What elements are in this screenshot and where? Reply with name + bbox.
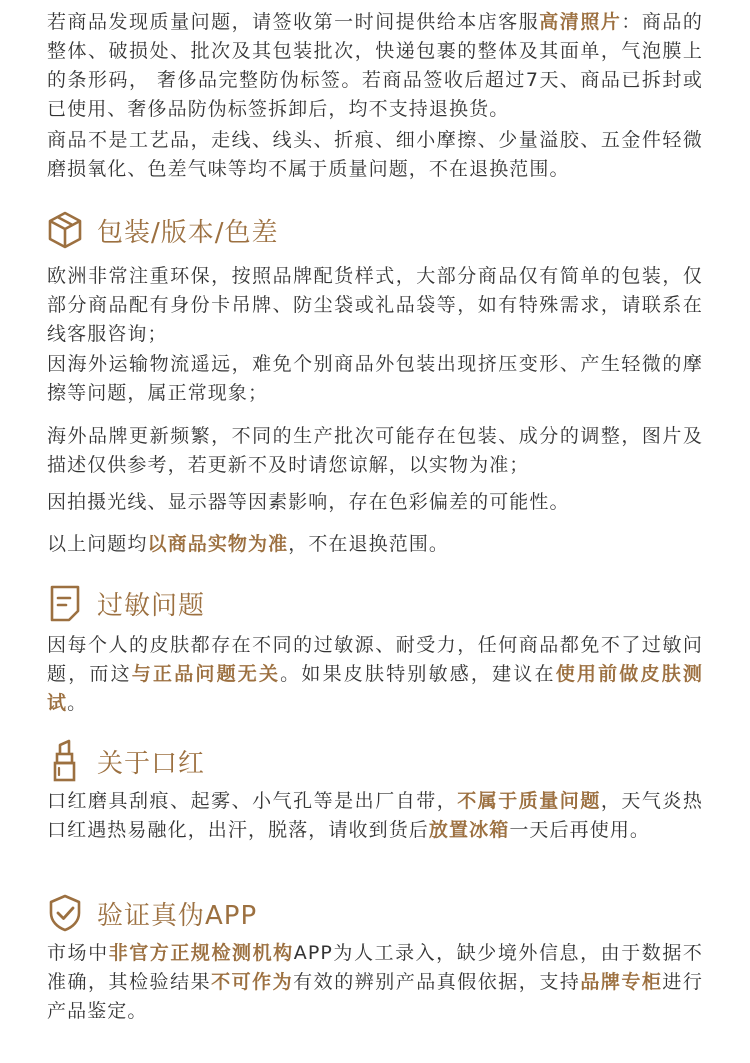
body-text: 欧洲非常注重环保，按照品牌配货样式，大部分商品仅有简单的包装，仅部分商品配有身份卡吊牌、防尘袋或礼品袋等，如有特殊需求，请联系在线客服咨询； [47,265,703,345]
highlight-text: 非官方正规检测机构 [108,942,294,964]
packaging-section-title: 包装/版本/色差 [97,217,279,248]
verify-section-title: 验证真伪APP [97,900,258,931]
body-text: ：商品的整体、破损处、批次及其包装批次，快递包裹的整体及其面单，气泡膜上的条形码， 奢侈品完整防伪标签。若商品签收后超过7天、商品已拆封或已使用、奢侈品防伪标签拆卸后，均不支持退换货。 [47,11,703,120]
packaging-section-header [47,208,279,252]
body-text: 若商品发现质量问题，请签收第一时间提供给本店客服 [47,11,540,33]
verify-paragraph [47,939,703,1026]
verify-section-header [47,891,257,935]
highlight-text: 高清照片 [539,11,622,33]
body-text: 进行产品鉴定。 [47,971,704,1022]
packaging-paragraph-3 [47,422,703,480]
packaging-paragraph-5 [47,530,703,559]
highlight-text: 以商品实物为准 [147,533,289,555]
body-text: 。 [67,692,88,714]
body-text: 。如果皮肤特别敏感，建议在 [280,663,556,685]
packaging-paragraph-1 [47,262,703,349]
body-text: APP为人工录入，缺少境外信息，由于数据不准确，其检验结果 [47,942,703,993]
body-text: 口红磨具刮痕、起雾、小气孔等是出厂自带， [47,790,458,812]
intro-paragraph-1 [47,8,703,124]
lipstick-icon [47,741,83,781]
body-text: 以上问题均 [47,533,148,555]
intro-paragraph-2 [47,126,703,184]
body-text: 因每个人的皮肤都存在不同的过敏源、耐受力，任何商品都免不了过敏问题，而这 [47,634,703,685]
packaging-paragraph-2 [47,350,703,408]
lipstick-section-header [47,739,205,783]
highlight-text: 放置冰箱 [428,819,510,841]
body-text: ，不在退换范围。 [288,533,450,555]
highlight-text: 使用前做皮肤测试 [47,663,703,714]
allergy-section-header [47,581,205,625]
body-text: 市场中 [47,942,109,964]
shield-check-icon [47,893,83,933]
lipstick-section-title: 关于口红 [97,748,206,779]
packaging-paragraph-4 [47,488,703,517]
box-icon [47,210,83,250]
lipstick-paragraph [47,787,703,845]
allergy-section-title: 过敏问题 [97,590,206,621]
body-text: 因拍摄光线、显示器等因素影响，存在色彩偏差的可能性。 [47,491,570,513]
body-text: 因海外运输物流遥远，难免个别商品外包装出现挤压变形、产生轻微的摩擦等问题，属正常现象； [47,353,703,404]
body-text: 一天后再使用。 [509,819,651,841]
body-text: 有效的辨别产品真假依据，支持 [293,971,581,993]
highlight-text: 品牌专柜 [580,971,663,993]
document-icon [47,583,83,623]
body-text: ，天气炎热口红遇热易融化，出汗，脱落，请收到货后 [47,790,703,841]
body-text: 商品不是工艺品，走线、线头、折痕、细小摩擦、少量溢胶、五金件轻微磨损氧化、色差气味等均不属于质量问题，不在退换范围。 [47,129,703,180]
highlight-text: 与正品问题无关 [131,663,281,685]
body-text: 海外品牌更新频繁，不同的生产批次可能存在包装、成分的调整，图片及描述仅供参考，若更新不及时请您谅解，以实物为准； [47,425,703,476]
highlight-text: 不可作为 [211,971,294,993]
allergy-paragraph [47,631,703,718]
highlight-text: 不属于质量问题 [457,790,601,812]
